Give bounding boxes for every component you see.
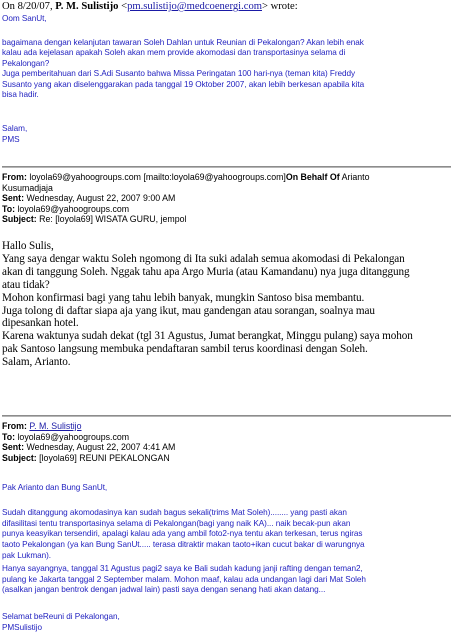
body-line: dipesankan hotel. — [2, 317, 79, 330]
header-to-value: loyola69@yahoogroups.com — [15, 431, 130, 442]
body-line: pak Santoso langsung membuka pendaftaran sambil terus koordinasi dengan Soleh. — [2, 343, 368, 356]
third-paragraph-1 — [2, 508, 365, 562]
header-to-value: loyola69@yahoogroups.com — [15, 203, 130, 214]
header-from-value: loyola69@yahoogroups.com [mailto:loyola69@yahoogroups.com] — [26, 172, 286, 182]
third-paragraph-2 — [2, 564, 366, 596]
header-subject-row: Subject: [loyola69] REUNI PEKALONGAN — [2, 452, 170, 463]
quote-intro: On 8/20/07, P. M. Sulistijo <pm.sulistijo@medcoenergi.com> wrote: — [2, 1, 298, 12]
body-line: Hallo Sulis, — [2, 240, 54, 252]
first-closing: Salam, — [2, 124, 28, 133]
header-sent-row: Sent: Wednesday, August 22, 2007 9:00 AM — [2, 193, 176, 204]
body-line: Yang saya dengar waktu Soleh ngomong di Ita suki adalah semua akomodasi di Pekalongan — [2, 252, 405, 265]
header-from-link[interactable]: P. M. Sulistijo — [29, 421, 82, 431]
intro-prefix: On 8/20/07, — [2, 1, 56, 12]
body-line: Juga tolong di daftar siapa aja yang ikut, mau gandengan atau sorangan, soalnya mau — [2, 304, 375, 317]
header-behalf-label: On Behalf Of — [285, 172, 340, 182]
third-greeting: Pak Arianto dan Bung SanUt, — [2, 483, 108, 492]
second-header — [2, 172, 369, 225]
body-line: difasilitasi tentu transportasinya selama di Pekalongan(bagi yang naik KA)... naik becak-pun akan — [2, 518, 351, 528]
first-signature: PMS — [2, 135, 20, 144]
header-sent-value: Wednesday, August 22, 2007 4:41 AM — [24, 442, 176, 453]
third-closing: Selamat beReuni di Pekalongan, — [2, 612, 120, 621]
header-subject-value: [loyola69] REUNI PEKALONGAN — [36, 452, 170, 463]
divider — [2, 166, 451, 168]
body-line: Mohon konfirmasi bagi yang tahu lebih banyak, mungkin Santoso bisa membantu. — [2, 291, 365, 304]
intro-author-email-link[interactable]: pm.sulistijo@medcoenergi.com — [127, 1, 262, 12]
body-line: punya keasyikan tersendiri, apalagi kalau ada yang ambil foto2-nya tentu akan terkesan, terus ngiras — [2, 529, 363, 539]
body-line: bisa hadir. — [2, 90, 39, 100]
header-sent-row: Sent: Wednesday, August 22, 2007 4:41 AM — [2, 442, 176, 453]
body-line: akan di tanggung Soleh. Nggak tahu apa Argo Muria (atau Kamandanu) nya juga ditanggung — [2, 265, 410, 278]
body-line: Sudah ditanggung akomodasinya kan sudah bagus sekali(trims Mat Soleh)........ yang pasti akan — [2, 508, 347, 517]
header-sent-value: Wednesday, August 22, 2007 9:00 AM — [24, 193, 176, 204]
second-message-body — [2, 240, 413, 369]
divider — [2, 415, 451, 417]
third-header — [2, 421, 175, 463]
first-greeting: Oom SanUt, — [2, 14, 47, 23]
header-behalf-value: Arianto — [339, 172, 370, 182]
body-line: Karena waktunya sudah dekat (tgl 31 Agustus, Jumat berangkat, Minggu pulang) saya mohon — [2, 330, 413, 343]
header-subject-row: Subject: Re: [loyola69] WISATA GURU, jempol — [2, 214, 187, 225]
body-line: Hanya sayangnya, tanggal 31 Agustus pagi2 saya ke Bali sudah kadung janji rafting dengan teman2, — [2, 564, 363, 573]
intro-suffix: wrote: — [267, 1, 298, 12]
body-line: kalau ada kejelasan apakah Soleh akan mem provide akomodasi dan transportasinya selama di — [2, 48, 346, 58]
header-from-row: From: loyola69@yahoogroups.com [mailto:loyola69@yahoogroups.com]On Behalf Of Arianto — [2, 172, 370, 182]
intro-author-name: P. M. Sulistijo — [55, 1, 119, 12]
body-line: bagaimana dengan kelanjutan tawaran Soleh Dahlan untuk Reunian di Pekalongan? Akan lebih enak — [2, 38, 364, 47]
body-line: pulang ke Jakarta tanggal 2 September malam. Mohon maaf, kalau ada undangan lagi dari Mat Soleh — [2, 574, 366, 584]
body-line: taoto Pekalongan (ya kan Bung SanUt..... terasa ditraktir makan taoto+ikan cucut bakar di warungnya — [2, 540, 365, 550]
body-line: Susanto yang akan diselenggarakan pada tanggal 19 Oktober 2007, akan lebih berkesan apabila kita — [2, 79, 365, 89]
body-line: pak Lukman). — [2, 550, 52, 560]
body-line: Pekalongan? — [2, 58, 50, 68]
body-line: Juga pemberitahuan dari S.Adi Susanto bahwa Missa Peringatan 100 hari-nya (teman kita) Freddy — [2, 69, 356, 79]
header-behalf-cont: Kusumadjaja — [2, 182, 53, 193]
header-to-row: To: loyola69@yahoogroups.com — [2, 203, 130, 214]
body-line: atau tidak? — [2, 278, 50, 291]
body-line: Salam, Arianto. — [2, 356, 71, 369]
header-from-row: From: P. M. Sulistijo — [2, 421, 82, 431]
third-signature: PMSulistijo — [2, 623, 42, 632]
first-message-body — [2, 38, 364, 100]
body-line: (asalkan jangan bentrok dengan jadwal lain) pasti saya dengan senang hati akan datang... — [2, 585, 326, 595]
header-subject-value: Re: [loyola69] WISATA GURU, jempol — [36, 214, 187, 225]
header-to-row: To: loyola69@yahoogroups.com — [2, 431, 130, 442]
